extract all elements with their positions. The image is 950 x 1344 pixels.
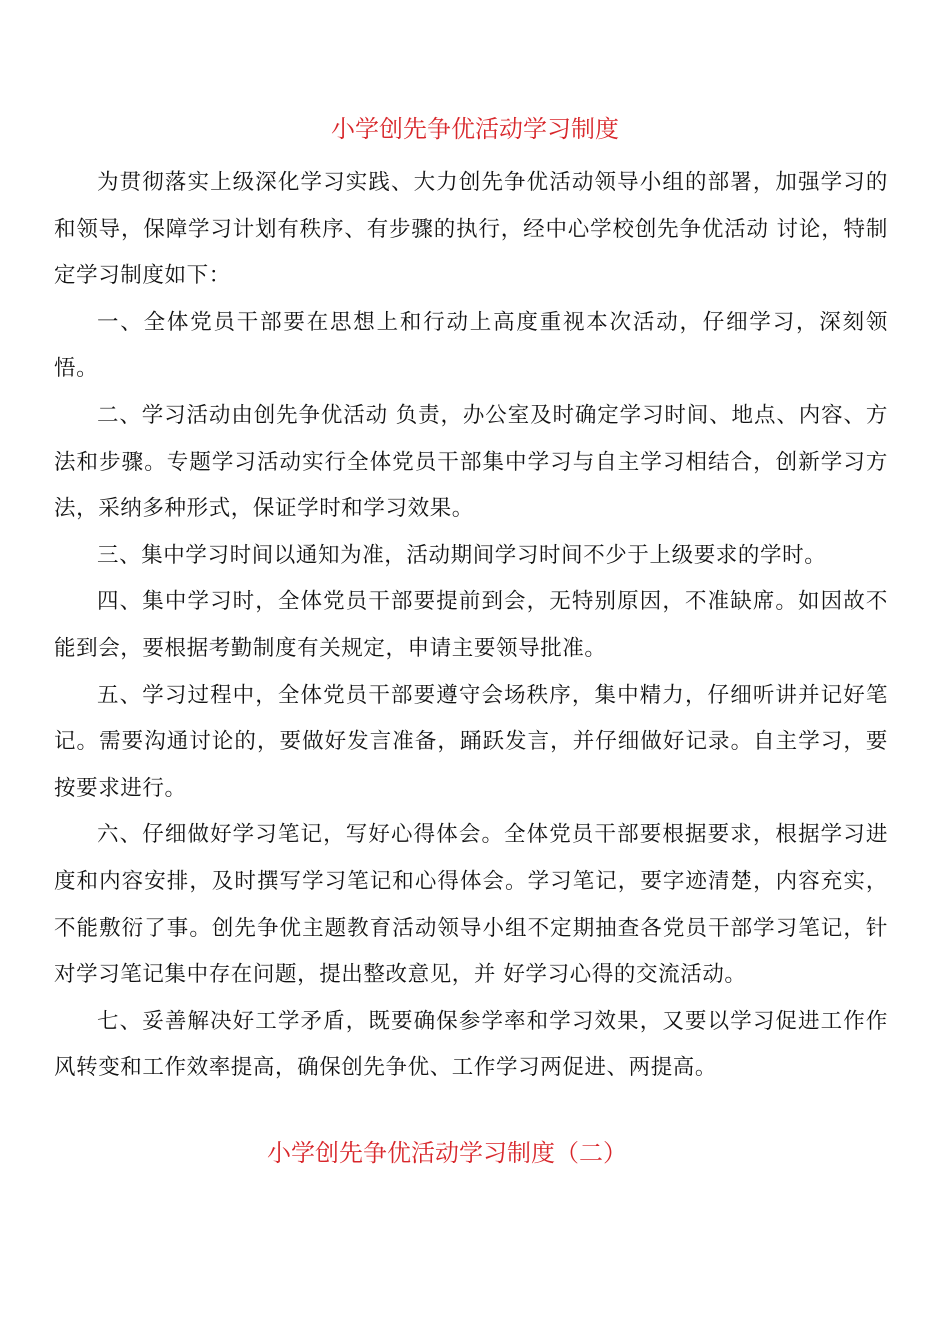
rule-paragraph-4: 四、集中学习时，全体党员干部要提前到会，无特别原因，不准缺席。如因故不能到会，要根据考勤制度有关规定，申请主要领导批准。 — [54, 589, 888, 661]
rule-paragraph-7: 七、妥善解决好工学矛盾，既要确保参学率和学习效果，又要以学习促进工作作风转变和工作效率提高，确保创先争优、工作学习两促进、两提高。 — [54, 1008, 888, 1081]
rule-paragraph-2: 二、学习活动由创先争优活动 负责，办公室及时确定学习时间、地点、内容、方法和步骤。专题学习活动实行全体党员干部集中学习与自主学习相结合，创新学习方法，采纳多种形式，保证学时和学习效果。 — [54, 402, 888, 522]
document-title: 小学创先争优活动学习制度 — [331, 115, 619, 143]
rule-paragraph-3: 三、集中学习时间以通知为准，活动期间学习时间不少于上级要求的学时。 — [97, 542, 827, 568]
document-body — [54, 160, 888, 1092]
intro-paragraph: 为贯彻落实上级深化学习实践、大力创先争优活动领导小组的部署，加强学习的 和领导，保障学习计划有秩序、有步骤的执行，经中心学校创先争优活动 讨论，特制定学习制度如下： — [54, 170, 888, 289]
rule-paragraph-6: 六、仔细做好学习笔记，写好心得体会。全体党员干部要根据要求，根据学习进度和内容安排，及时撰写学习笔记和心得体会。学习笔记，要字迹清楚，内容充实，不能敷衍了事。创先争优主题教育活动领导小组不定期抽查各党员干部学习笔记，针对学习笔记集中存在问题，提出整改意见，并 好学习心得的交流活动。 — [54, 822, 888, 988]
second-document-title: 小学创先争优活动学习制度（二） — [267, 1139, 627, 1167]
rule-paragraph-5: 五、学习过程中，全体党员干部要遵守会场秩序，集中精力，仔细听讲并记好笔记。需要沟通讨论的，要做好发言准备，踊跃发言，并仔细做好记录。自主学习，要按要求进行。 — [54, 682, 888, 801]
rule-paragraph-1: 一、全体党员干部要在思想上和行动上高度重视本次活动，仔细学习，深刻领悟。 — [54, 309, 888, 382]
